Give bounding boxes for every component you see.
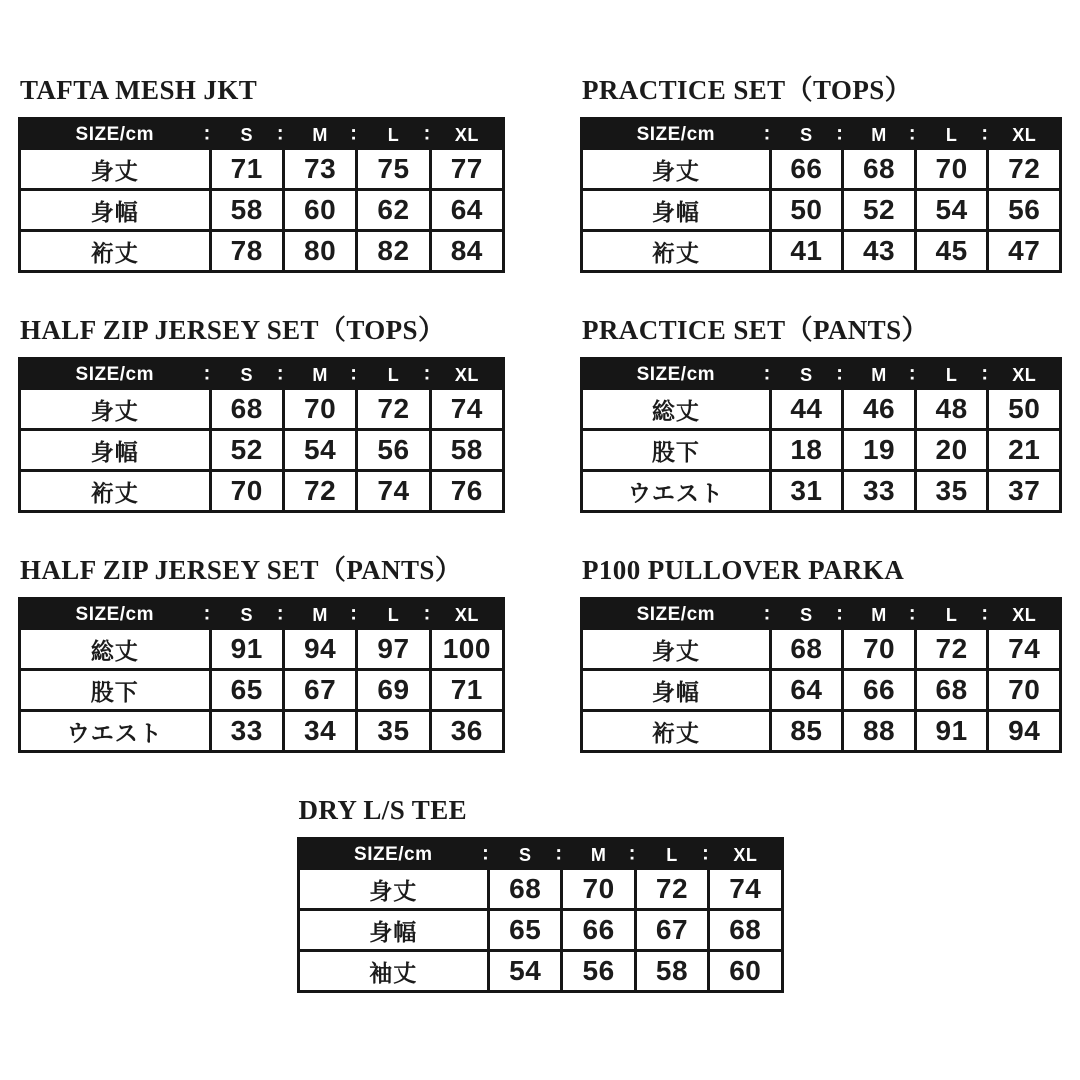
- chart-row-1: [18, 75, 1062, 273]
- measurement-value: 33: [212, 712, 282, 750]
- measurement-value: 50: [772, 191, 842, 229]
- size-label: L: [666, 844, 678, 865]
- measurement-value: 91: [212, 630, 282, 668]
- size-unit-header: SIZE/cm: [636, 124, 716, 145]
- measurement-value: 68: [212, 390, 282, 428]
- size-table-p100-pullover-parka: [580, 597, 1062, 753]
- measurement-value: 65: [490, 911, 560, 949]
- measurement-value: 44: [772, 390, 842, 428]
- separator-colon-icon: :: [628, 842, 636, 865]
- measurement-value: 18: [772, 431, 842, 469]
- table-row: [21, 630, 502, 668]
- measurement-value: 72: [917, 630, 987, 668]
- section-p100-pullover-parka: [580, 555, 1062, 753]
- separator-colon-icon: :: [763, 362, 771, 385]
- measurement-value: 56: [989, 191, 1059, 229]
- measurement-label: 身丈: [21, 390, 209, 428]
- table-row: [300, 870, 781, 908]
- size-label: S: [240, 364, 253, 385]
- measurement-value: 71: [212, 150, 282, 188]
- size-column-header: [276, 120, 358, 150]
- size-label: XL: [733, 844, 758, 865]
- measurement-value: 74: [989, 630, 1059, 668]
- size-label: S: [240, 124, 253, 145]
- chart-row-3: [18, 555, 1062, 753]
- table-row: [583, 428, 1059, 469]
- measurement-label: 身丈: [300, 870, 488, 908]
- measurement-label: 身丈: [21, 150, 209, 188]
- separator-colon-icon: :: [350, 362, 358, 385]
- separator-colon-icon: :: [423, 122, 431, 145]
- size-label: S: [800, 124, 813, 145]
- size-column-header: [763, 120, 842, 150]
- measurement-value: 60: [285, 191, 355, 229]
- section-half-zip-jersey-set-tops: [18, 315, 505, 513]
- table-row: [21, 229, 502, 270]
- size-column-header: [981, 600, 1059, 630]
- measurement-label: 身丈: [583, 630, 769, 668]
- measurement-label: 総丈: [583, 390, 769, 428]
- separator-colon-icon: :: [276, 362, 285, 385]
- measurement-value: 68: [844, 150, 914, 188]
- measurement-label: 裄丈: [21, 232, 209, 270]
- table-header-row: [21, 360, 502, 390]
- product-title: PRACTICE SET（PANTS）: [582, 315, 929, 345]
- measurement-label: 身幅: [300, 911, 488, 949]
- size-column-header: [423, 600, 502, 630]
- measurement-value: 33: [844, 472, 914, 510]
- size-unit-header: SIZE/cm: [75, 604, 155, 625]
- measurement-value: 75: [358, 150, 428, 188]
- measurement-value: 68: [917, 671, 987, 709]
- measurement-value: 50: [989, 390, 1059, 428]
- size-column-header: [908, 600, 987, 630]
- table-row: [21, 709, 502, 750]
- size-column-header: [350, 600, 428, 630]
- separator-colon-icon: :: [763, 602, 771, 625]
- size-label: L: [387, 604, 400, 625]
- measurement-value: 68: [490, 870, 560, 908]
- size-column-header: [350, 360, 428, 390]
- measurement-value: 41: [772, 232, 842, 270]
- measurement-value: 100: [432, 630, 502, 668]
- measurement-label: 身幅: [583, 671, 769, 709]
- separator-colon-icon: :: [350, 602, 358, 625]
- separator-colon-icon: :: [482, 842, 490, 865]
- separator-colon-icon: :: [203, 362, 211, 385]
- measurement-value: 97: [358, 630, 428, 668]
- measurement-label: 身幅: [21, 191, 209, 229]
- product-title: DRY L/S TEE: [298, 795, 468, 825]
- table-row: [583, 630, 1059, 668]
- measurement-value: 45: [917, 232, 987, 270]
- measurement-value: 74: [710, 870, 780, 908]
- table-header-row: [21, 120, 502, 150]
- measurement-value: 54: [917, 191, 987, 229]
- measurement-value: 69: [358, 671, 428, 709]
- size-label: M: [312, 124, 328, 145]
- size-column-header: [350, 120, 428, 150]
- size-label: S: [800, 604, 813, 625]
- size-label: XL: [1012, 604, 1037, 625]
- measurement-label: 股下: [21, 671, 209, 709]
- measurement-value: 35: [917, 472, 987, 510]
- measurement-value: 64: [772, 671, 842, 709]
- measurement-value: 34: [285, 712, 355, 750]
- measurement-label: 身幅: [583, 191, 769, 229]
- size-table-practice-set-pants: [580, 357, 1062, 513]
- separator-colon-icon: :: [763, 122, 771, 145]
- measurement-value: 47: [989, 232, 1059, 270]
- section-dry-ls-tee: [297, 795, 784, 993]
- size-label: S: [800, 364, 813, 385]
- measurement-value: 66: [563, 911, 633, 949]
- separator-colon-icon: :: [981, 602, 989, 625]
- size-label: XL: [454, 604, 479, 625]
- table-row: [21, 150, 502, 188]
- table-row: [21, 188, 502, 229]
- measurement-value: 58: [637, 952, 707, 990]
- measurement-value: 70: [285, 390, 355, 428]
- measurement-value: 77: [432, 150, 502, 188]
- chart-row-2: [18, 315, 1062, 513]
- measurement-value: 66: [844, 671, 914, 709]
- measurement-value: 70: [917, 150, 987, 188]
- separator-colon-icon: :: [423, 602, 431, 625]
- measurement-value: 21: [989, 431, 1059, 469]
- measurement-value: 56: [563, 952, 633, 990]
- measurement-value: 46: [844, 390, 914, 428]
- measurement-label: ウエスト: [21, 712, 209, 750]
- size-column-header: [423, 360, 502, 390]
- size-column-header: [423, 120, 502, 150]
- product-title: PRACTICE SET（TOPS）: [582, 75, 913, 105]
- separator-colon-icon: :: [350, 122, 358, 145]
- measurement-value: 94: [989, 712, 1059, 750]
- table-row: [583, 709, 1059, 750]
- measurement-value: 19: [844, 431, 914, 469]
- measurement-value: 91: [917, 712, 987, 750]
- table-row: [21, 428, 502, 469]
- measurement-value: 94: [285, 630, 355, 668]
- size-label: L: [387, 364, 400, 385]
- size-label: XL: [454, 124, 479, 145]
- measurement-value: 54: [490, 952, 560, 990]
- size-column-header: [908, 360, 987, 390]
- measurement-value: 72: [358, 390, 428, 428]
- size-label: L: [945, 124, 958, 145]
- measurement-value: 65: [212, 671, 282, 709]
- size-column-header: [908, 120, 987, 150]
- size-label: L: [945, 604, 958, 625]
- size-label: XL: [1012, 364, 1037, 385]
- size-table-half-zip-jersey-set-tops: [18, 357, 505, 513]
- measurement-label: 総丈: [21, 630, 209, 668]
- measurement-value: 76: [432, 472, 502, 510]
- product-title: HALF ZIP JERSEY SET（PANTS）: [20, 555, 463, 585]
- size-label: M: [871, 124, 887, 145]
- measurement-value: 71: [432, 671, 502, 709]
- table-header-row: [300, 840, 781, 870]
- separator-colon-icon: :: [836, 602, 844, 625]
- size-unit-header: SIZE/cm: [636, 604, 716, 625]
- product-title: TAFTA MESH JKT: [20, 75, 258, 105]
- separator-colon-icon: :: [836, 362, 844, 385]
- measurement-label: ウエスト: [583, 472, 769, 510]
- size-label: M: [590, 844, 607, 865]
- size-table-half-zip-jersey-set-pants: [18, 597, 505, 753]
- size-column-header: [482, 840, 563, 870]
- measurement-value: 67: [637, 911, 707, 949]
- size-column-header: [276, 360, 358, 390]
- measurement-value: 31: [772, 472, 842, 510]
- section-tafta-mesh-jkt: [18, 75, 505, 273]
- separator-colon-icon: :: [981, 122, 989, 145]
- size-column-header: [836, 120, 914, 150]
- measurement-value: 70: [212, 472, 282, 510]
- product-title: HALF ZIP JERSEY SET（TOPS）: [20, 315, 446, 345]
- size-label: XL: [454, 364, 479, 385]
- measurement-value: 54: [285, 431, 355, 469]
- separator-colon-icon: :: [908, 362, 916, 385]
- measurement-value: 88: [844, 712, 914, 750]
- table-row: [583, 390, 1059, 428]
- size-column-header: [628, 840, 710, 870]
- size-label: M: [871, 364, 887, 385]
- measurement-value: 58: [432, 431, 502, 469]
- measurement-label: 股下: [583, 431, 769, 469]
- separator-colon-icon: :: [276, 122, 285, 145]
- size-label: XL: [1012, 124, 1037, 145]
- size-label: M: [312, 364, 328, 385]
- size-column-header: [203, 120, 285, 150]
- table-header-row: [583, 600, 1059, 630]
- size-column-header: [555, 840, 633, 870]
- measurement-value: 66: [772, 150, 842, 188]
- separator-colon-icon: :: [203, 602, 211, 625]
- measurement-value: 68: [772, 630, 842, 668]
- measurement-value: 37: [989, 472, 1059, 510]
- size-table-tafta-mesh-jkt: [18, 117, 505, 273]
- size-column-header: [981, 360, 1059, 390]
- table-row: [300, 908, 781, 949]
- product-title: P100 PULLOVER PARKA: [582, 555, 905, 585]
- measurement-value: 84: [432, 232, 502, 270]
- separator-colon-icon: :: [908, 602, 916, 625]
- measurement-value: 70: [563, 870, 633, 908]
- size-label: L: [387, 124, 400, 145]
- measurement-value: 70: [989, 671, 1059, 709]
- measurement-label: 袖丈: [300, 952, 488, 990]
- size-unit-header: SIZE/cm: [75, 364, 155, 385]
- size-label: S: [240, 604, 253, 625]
- measurement-value: 60: [710, 952, 780, 990]
- measurement-value: 58: [212, 191, 282, 229]
- size-column-header: [276, 600, 358, 630]
- separator-colon-icon: :: [908, 122, 916, 145]
- measurement-value: 43: [844, 232, 914, 270]
- size-table-practice-set-tops: [580, 117, 1062, 273]
- measurement-value: 52: [212, 431, 282, 469]
- table-row: [21, 469, 502, 510]
- measurement-value: 70: [844, 630, 914, 668]
- size-column-header: [836, 600, 914, 630]
- section-practice-set-tops: [580, 75, 1062, 273]
- measurement-value: 74: [358, 472, 428, 510]
- section-half-zip-jersey-set-pants: [18, 555, 505, 753]
- separator-colon-icon: :: [423, 362, 431, 385]
- measurement-value: 85: [772, 712, 842, 750]
- table-header-row: [583, 120, 1059, 150]
- measurement-label: 裄丈: [583, 712, 769, 750]
- measurement-value: 72: [285, 472, 355, 510]
- measurement-value: 48: [917, 390, 987, 428]
- size-label: S: [518, 844, 532, 865]
- table-row: [300, 949, 781, 990]
- measurement-value: 73: [285, 150, 355, 188]
- measurement-label: 身幅: [21, 431, 209, 469]
- separator-colon-icon: :: [981, 362, 989, 385]
- size-label: M: [871, 604, 887, 625]
- size-label: M: [312, 604, 328, 625]
- size-column-header: [702, 840, 780, 870]
- size-column-header: [763, 360, 842, 390]
- size-column-header: [981, 120, 1059, 150]
- measurement-value: 36: [432, 712, 502, 750]
- table-row: [21, 390, 502, 428]
- size-column-header: [763, 600, 842, 630]
- measurement-value: 62: [358, 191, 428, 229]
- table-row: [583, 150, 1059, 188]
- size-column-header: [203, 360, 285, 390]
- measurement-value: 82: [358, 232, 428, 270]
- size-column-header: [203, 600, 285, 630]
- separator-colon-icon: :: [702, 842, 710, 865]
- size-label: L: [945, 364, 958, 385]
- section-practice-set-pants: [580, 315, 1062, 513]
- size-column-header: [836, 360, 914, 390]
- table-row: [583, 188, 1059, 229]
- measurement-value: 52: [844, 191, 914, 229]
- measurement-value: 67: [285, 671, 355, 709]
- measurement-value: 80: [285, 232, 355, 270]
- measurement-value: 64: [432, 191, 502, 229]
- table-header-row: [583, 360, 1059, 390]
- measurement-value: 78: [212, 232, 282, 270]
- measurement-value: 74: [432, 390, 502, 428]
- measurement-label: 裄丈: [21, 472, 209, 510]
- measurement-value: 72: [637, 870, 707, 908]
- table-header-row: [21, 600, 502, 630]
- table-row: [583, 668, 1059, 709]
- table-row: [583, 229, 1059, 270]
- table-row: [21, 668, 502, 709]
- measurement-value: 68: [710, 911, 780, 949]
- separator-colon-icon: :: [555, 842, 563, 865]
- measurement-value: 20: [917, 431, 987, 469]
- measurement-value: 35: [358, 712, 428, 750]
- separator-colon-icon: :: [836, 122, 844, 145]
- size-unit-header: SIZE/cm: [75, 124, 155, 145]
- measurement-value: 72: [989, 150, 1059, 188]
- table-row: [583, 469, 1059, 510]
- size-unit-header: SIZE/cm: [354, 844, 433, 865]
- chart-row-4: [18, 795, 1062, 993]
- size-table-dry-ls-tee: [297, 837, 784, 993]
- size-unit-header: SIZE/cm: [636, 364, 716, 385]
- measurement-value: 56: [358, 431, 428, 469]
- measurement-label: 裄丈: [583, 232, 769, 270]
- separator-colon-icon: :: [276, 602, 285, 625]
- measurement-label: 身丈: [583, 150, 769, 188]
- separator-colon-icon: :: [203, 122, 211, 145]
